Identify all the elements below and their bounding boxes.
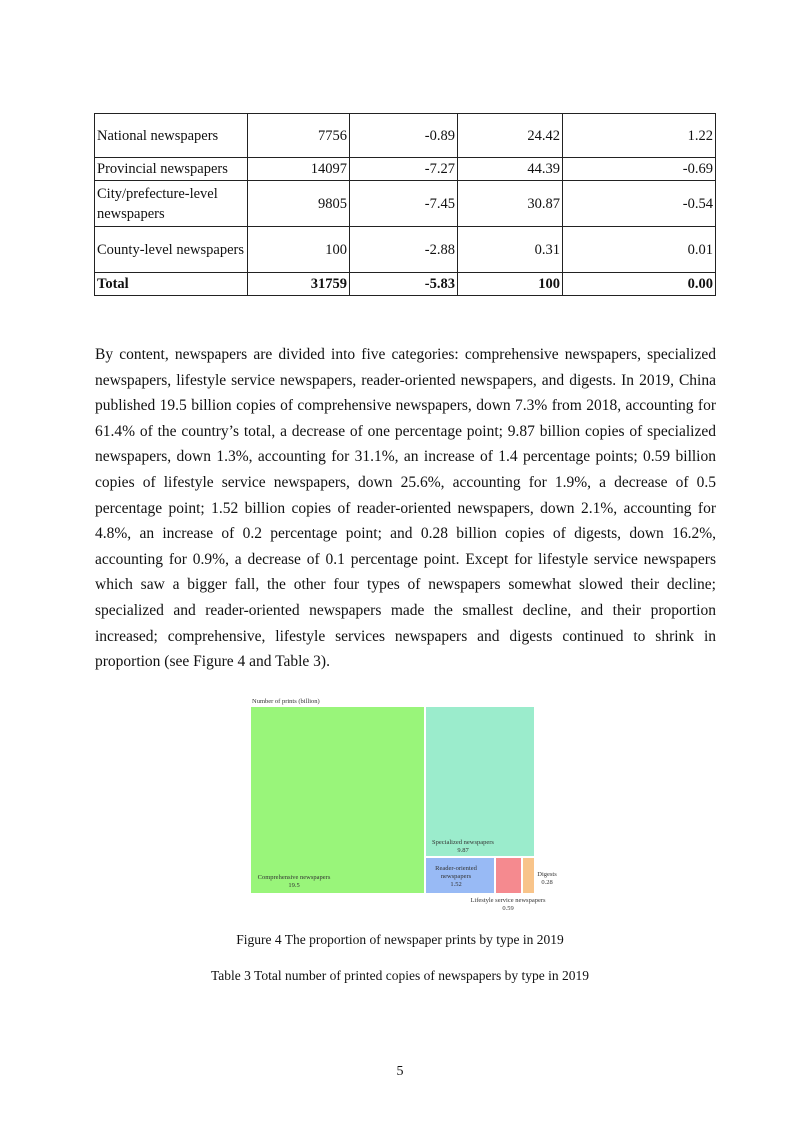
treemap-label-digests: Digests bbox=[537, 871, 557, 878]
table-cell: 24.42 bbox=[458, 114, 563, 158]
table-row bbox=[95, 227, 716, 273]
table-cell: -2.88 bbox=[350, 227, 458, 273]
table-cell: 100 bbox=[248, 227, 350, 273]
table-cell-name: County-level newspapers bbox=[95, 227, 248, 273]
table-cell-name: Total bbox=[95, 273, 248, 296]
page-number: 5 bbox=[396, 1064, 404, 1079]
treemap-label-lifestyle: Lifestyle service newspapers bbox=[470, 897, 546, 904]
table-cell: 14097 bbox=[248, 158, 350, 181]
treemap-value-lifestyle: 0.59 bbox=[502, 905, 514, 912]
table-cell: 9805 bbox=[248, 181, 350, 227]
treemap-value-digests: 0.28 bbox=[541, 879, 553, 886]
table-cell: 0.31 bbox=[458, 227, 563, 273]
table-cell: -0.69 bbox=[563, 158, 716, 181]
treemap-label-comprehensive: Comprehensive newspapers bbox=[257, 874, 331, 881]
chart-title: Number of prints (billion) bbox=[252, 698, 320, 705]
treemap-chart bbox=[248, 694, 568, 916]
table-row bbox=[95, 181, 716, 227]
body-paragraph: By content, newspapers are divided into five categories: comprehensive newspapers, specialized newspapers, lifestyle service newspapers, reader-oriented newspapers, and digests. In 2019, China published 19.5 billion copies of comprehensive newspapers, down 7.3% from 2018, accounting for 61.4% of the country’s total, a decrease of one percentage point; 9.87 billion copies of specialized newspapers, down 1.3%, accounting for 31.1%, an increase of 1.4 percentage points; 0.59 billion copies of lifestyle service newspapers, down 25.6%, accounting for 1.9%, a decrease of 0.5 percentage point; 1.52 billion copies of reader-oriented newspapers, down 2.1%, accounting for 4.8%, an increase of 0.2 percentage point; and 0.28 billion copies of digests, down 16.2%, accounting for 0.9%, a decrease of 0.1 percentage point. Except for lifestyle service newspapers which saw a bigger fall, the other four types of newspapers somewhat slowed their decline; specialized and reader-oriented newspapers made the smallest decline, and their proportion increased; comprehensive, lifestyle services newspapers and digests continued to shrink in proportion (see Figure 4 and Table 3). bbox=[95, 346, 716, 671]
table-row bbox=[95, 158, 716, 181]
table-cell: 0.01 bbox=[563, 227, 716, 273]
treemap-tile-comprehensive bbox=[251, 707, 424, 893]
treemap-label-reader-line1: Reader-oriented bbox=[435, 865, 477, 872]
table-cell: 100 bbox=[458, 273, 563, 296]
treemap-value-specialized: 9.87 bbox=[457, 847, 469, 854]
table-cell: -7.45 bbox=[350, 181, 458, 227]
table-cell: 1.22 bbox=[563, 114, 716, 158]
table-cell: 31759 bbox=[248, 273, 350, 296]
table-cell-name: Provincial newspapers bbox=[95, 158, 248, 181]
figure-caption: Figure 4 The proportion of newspaper prints by type in 2019 bbox=[236, 932, 564, 947]
treemap-label-reader-line2: newspapers bbox=[440, 873, 472, 880]
table-row bbox=[95, 114, 716, 158]
treemap-value-reader: 1.52 bbox=[450, 881, 462, 888]
treemap-tile-specialized bbox=[426, 707, 534, 856]
table-cell: -5.83 bbox=[350, 273, 458, 296]
newspaper-table bbox=[94, 113, 716, 296]
treemap-value-comprehensive: 19.5 bbox=[288, 882, 300, 889]
table-cell: 30.87 bbox=[458, 181, 563, 227]
table-caption: Table 3 Total number of printed copies of newspapers by type in 2019 bbox=[210, 968, 590, 983]
table-cell-name: National newspapers bbox=[95, 114, 248, 158]
table-cell-name: City/prefecture-level newspapers bbox=[95, 181, 248, 227]
treemap-tile-lifestyle-service bbox=[496, 858, 521, 893]
treemap-tile-digests bbox=[523, 858, 534, 893]
table-cell: -0.89 bbox=[350, 114, 458, 158]
treemap-label-specialized: Specialized newspapers bbox=[432, 839, 494, 846]
table-cell: -0.54 bbox=[563, 181, 716, 227]
table-row-total bbox=[95, 273, 716, 296]
table-cell: 0.00 bbox=[563, 273, 716, 296]
table-cell: 44.39 bbox=[458, 158, 563, 181]
table-cell: 7756 bbox=[248, 114, 350, 158]
table-cell: -7.27 bbox=[350, 158, 458, 181]
